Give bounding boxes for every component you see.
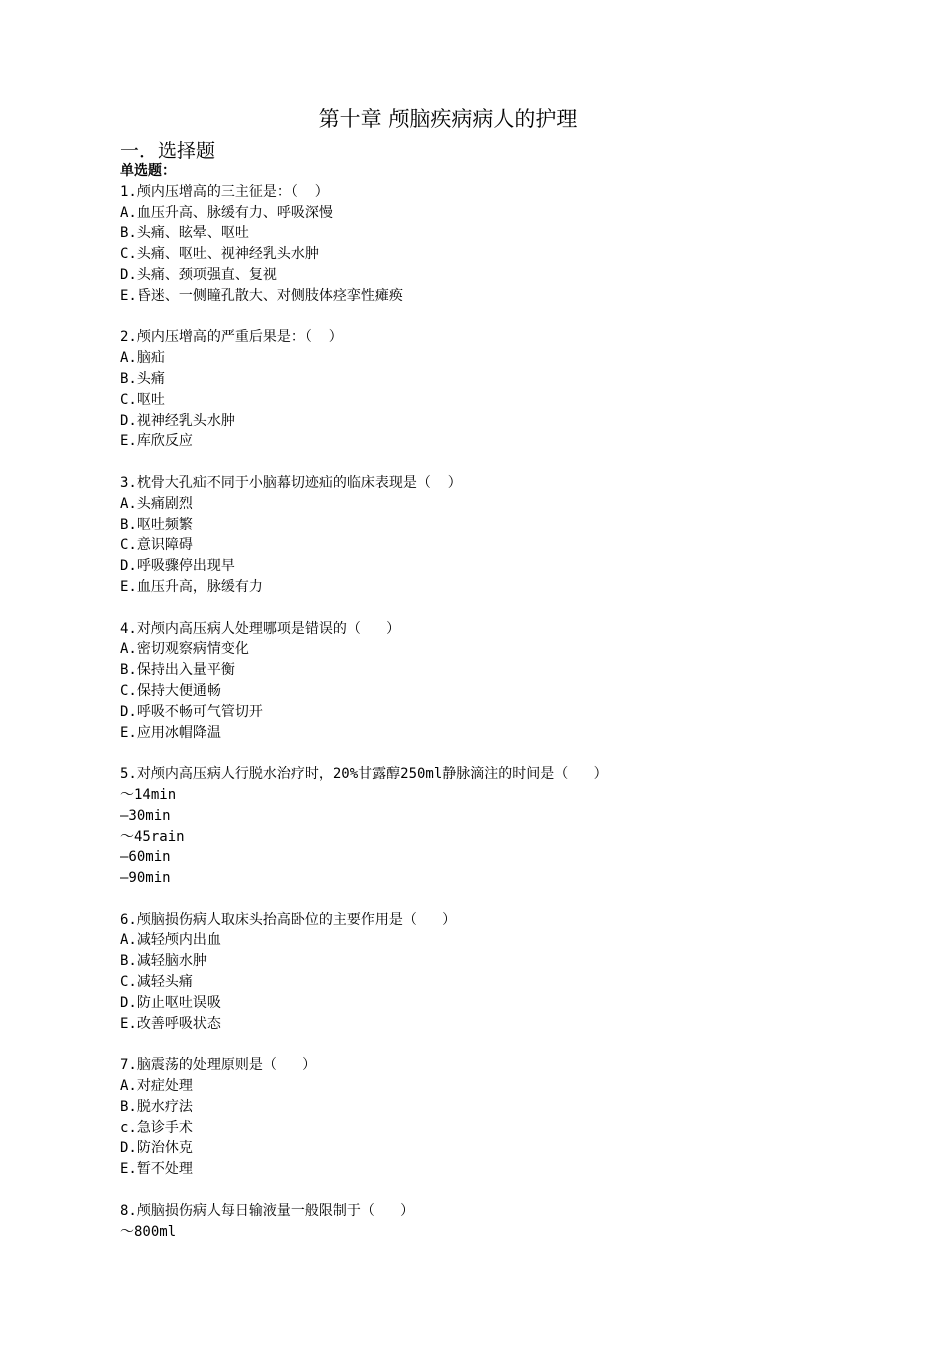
- question-stem: 8.颅脑损伤病人每日输液量一般限制于（ ）: [120, 1202, 415, 1219]
- option-d: D.防治休克: [120, 1140, 193, 1157]
- question-1: [120, 182, 880, 307]
- page-title: 第十章 颅脑疾病病人的护理: [318, 107, 578, 131]
- question-3: [120, 473, 880, 598]
- option-b: B.头痛: [120, 370, 165, 387]
- option-e: E.库欣反应: [120, 433, 193, 450]
- option-c: C.保持大便通畅: [120, 682, 221, 699]
- option-c: C.呕吐: [120, 391, 165, 408]
- option-a: A.密切观察病情变化: [120, 641, 249, 658]
- option-d: D.头痛、颈项强直、复视: [120, 266, 277, 283]
- option-e: E.昏迷、一侧瞳孔散大、对侧肢体痉挛性瘫痪: [120, 287, 403, 304]
- option-c: C.意识障碍: [120, 537, 193, 554]
- option-b: B.脱水疗法: [120, 1098, 193, 1115]
- option-b: B.减轻脑水肿: [120, 953, 207, 970]
- option-d: D.呼吸骤停出现早: [120, 558, 235, 575]
- option-b: B.头痛、眩晕、呕吐: [120, 225, 249, 242]
- question-list: [120, 161, 880, 1263]
- option-a: A.减轻颅内出血: [120, 932, 221, 949]
- question-5: [120, 764, 880, 889]
- question-4: [120, 619, 880, 744]
- question-6: [120, 910, 880, 1035]
- option-a: A.脑疝: [120, 350, 165, 367]
- option-c: C.头痛、呕吐、视神经乳头水肿: [120, 246, 319, 263]
- question-stem: 7.脑震荡的处理原则是（ ）: [120, 1057, 317, 1074]
- option-d: D.防止呕吐误吸: [120, 994, 221, 1011]
- question-stem: 4.对颅内高压病人处理哪项是错误的（ ）: [120, 620, 401, 637]
- option-b: B.保持出入量平衡: [120, 662, 235, 679]
- option-b: B.呕吐频繁: [120, 516, 193, 533]
- subsection-heading: 单选题：: [120, 163, 176, 179]
- section-heading: 一．选择题: [120, 140, 216, 162]
- option-e: E.应用冰帽降温: [120, 724, 221, 741]
- question-8: [120, 1201, 880, 1243]
- option-d: D.视神经乳头水肿: [120, 412, 235, 429]
- option-e: E.改善呼吸状态: [120, 1015, 221, 1032]
- question-stem: 6.颅脑损伤病人取床头抬高卧位的主要作用是（ ）: [120, 911, 457, 928]
- question-stem: 3.枕骨大孔疝不同于小脑幕切迹疝的临床表现是（ ）: [120, 474, 462, 491]
- option-e: E.暂不处理: [120, 1161, 193, 1178]
- question-stem: 2.颅内压增高的严重后果是：（ ）: [120, 329, 343, 346]
- option-b: —30min: [120, 807, 171, 824]
- option-c: ～45rain: [120, 828, 185, 845]
- option-d: D.呼吸不畅可气管切开: [120, 703, 263, 720]
- question-stem: 1.颅内压增高的三主征是：（ ）: [120, 183, 329, 200]
- option-a: A.对症处理: [120, 1078, 193, 1095]
- option-c: c.急诊手术: [120, 1119, 193, 1136]
- option-e: E.血压升高，脉缓有力: [120, 578, 263, 595]
- question-stem: 5.对颅内高压病人行脱水治疗时，20%甘露醇250ml静脉滴注的时间是（ ）: [120, 766, 608, 783]
- option-e: —90min: [120, 870, 171, 887]
- option-a: ～14min: [120, 786, 177, 803]
- option-c: C.减轻头痛: [120, 974, 193, 991]
- option-a: ～800ml: [120, 1223, 177, 1240]
- option-d: —60min: [120, 849, 171, 866]
- option-a: A.血压升高、脉缓有力、呼吸深慢: [120, 204, 333, 221]
- option-a: A.头痛剧烈: [120, 495, 193, 512]
- question-2: [120, 327, 880, 452]
- question-7: [120, 1055, 880, 1180]
